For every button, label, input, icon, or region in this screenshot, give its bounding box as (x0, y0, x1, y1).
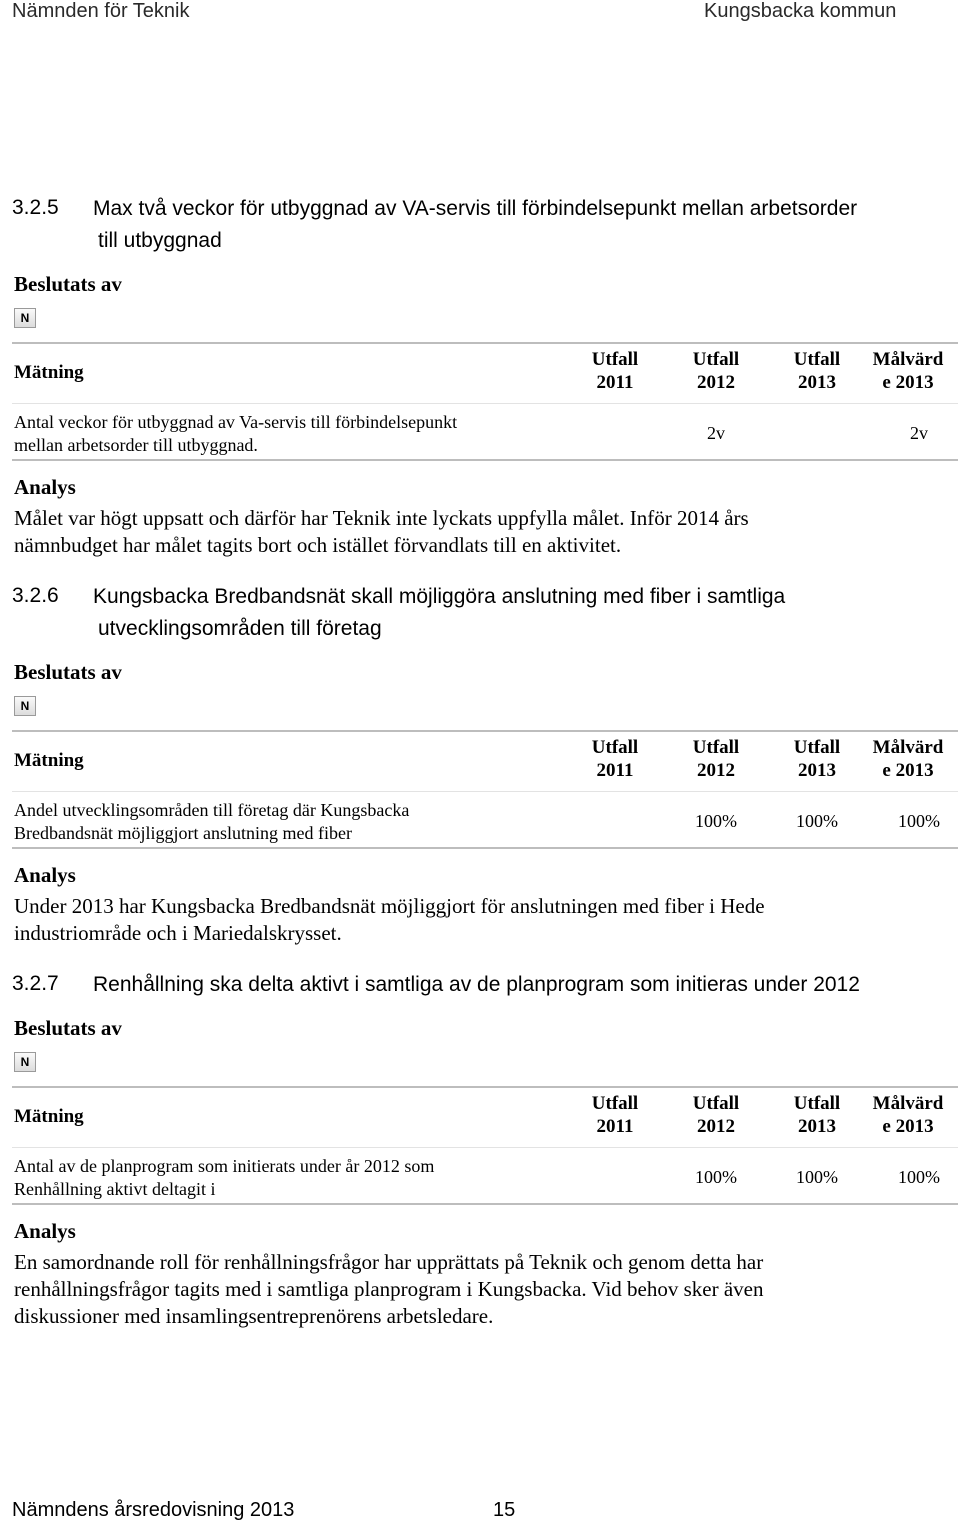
table-row (12, 405, 958, 461)
value-malvarde-2013: 100% (898, 1167, 940, 1187)
value-utfall-2013: 100% (796, 1167, 838, 1187)
measure-header: Mätning (14, 1106, 84, 1127)
col-header-utfall-2011: Utfall 2011 (591, 737, 639, 781)
col-header-utfall-2012: Utfall 2012 (692, 1093, 740, 1137)
col-header-utfall-2011: Utfall 2011 (591, 349, 639, 393)
measure-header: Mätning (14, 362, 84, 383)
col-header-malvarde-2013: Målvärd e 2013 (872, 349, 944, 393)
section-title-line1: Kungsbacka Bredbandsnät skall möjliggöra anslutning med fiber i samtliga (93, 585, 786, 608)
section-title-line2: till utbyggnad (98, 229, 222, 252)
row-label: Antal av de planprogram som initierats under år 2012 som Renhållning aktivt deltagit i (14, 1156, 435, 1199)
col-header-malvarde-2013: Målvärd e 2013 (872, 737, 944, 781)
beslutats-label: Beslutats av (14, 1016, 122, 1040)
value-utfall-2012: 100% (695, 1167, 737, 1187)
analys-heading: Analys (14, 1219, 76, 1243)
value-malvarde-2013: 2v (910, 423, 928, 443)
header-right: Kungsbacka kommun (704, 0, 897, 22)
col-header-utfall-2011: Utfall 2011 (591, 1093, 639, 1137)
section-title-line1: Max två veckor för utbyggnad av VA-servis till förbindelsepunkt mellan arbetsorder (93, 197, 858, 220)
n-icon: N (14, 308, 36, 328)
value-utfall-2013: 100% (796, 811, 838, 831)
analys-heading: Analys (14, 863, 76, 887)
value-utfall-2012: 100% (695, 811, 737, 831)
section-title-line2: utvecklingsområden till företag (98, 617, 382, 640)
analys-heading: Analys (14, 475, 76, 499)
section-title-line1: Renhållning ska delta aktivt i samtliga av de planprogram som initieras under 2012 (93, 973, 860, 996)
section-number: 3.2.5 (12, 196, 59, 219)
col-header-utfall-2013: Utfall 2013 (793, 349, 841, 393)
table-header (12, 344, 958, 403)
col-header-utfall-2013: Utfall 2013 (793, 1093, 841, 1137)
table-row (12, 1149, 958, 1205)
section-number: 3.2.7 (12, 972, 59, 995)
col-header-utfall-2013: Utfall 2013 (793, 737, 841, 781)
n-icon: N (14, 696, 36, 716)
measurement-table (12, 1086, 958, 1205)
header-left: Nämnden för Teknik (12, 0, 190, 22)
value-malvarde-2013: 100% (898, 811, 940, 831)
table-divider (12, 1147, 958, 1148)
beslutats-label: Beslutats av (14, 272, 122, 296)
page-number: 15 (493, 1499, 516, 1521)
analys-text: Under 2013 har Kungsbacka Bredbandsnät möjliggjort för anslutningen med fiber i Hede industriområde och i Mariedalskrysset. (14, 894, 765, 945)
row-label: Andel utvecklingsområden till företag där Kungsbacka Bredbandsnät möjliggjort anslutning med fiber (14, 800, 410, 843)
beslutats-label: Beslutats av (14, 660, 122, 684)
value-utfall-2012: 2v (707, 423, 725, 443)
table-divider (12, 791, 958, 792)
footer-title: Nämndens årsredovisning 2013 (12, 1499, 295, 1521)
section-number: 3.2.6 (12, 584, 59, 607)
table-divider (12, 403, 958, 404)
table-header (12, 1088, 958, 1147)
col-header-utfall-2012: Utfall 2012 (692, 737, 740, 781)
col-header-utfall-2012: Utfall 2012 (692, 349, 740, 393)
col-header-malvarde-2013: Målvärd e 2013 (872, 1093, 944, 1137)
measurement-table (12, 730, 958, 849)
measure-header: Mätning (14, 750, 84, 771)
analys-text: Målet var högt uppsatt och därför har Teknik inte lyckats uppfylla målet. Inför 2014 års nämnbudget har målet tagits bort och istället förvandlats till en aktivitet. (14, 506, 749, 557)
table-row (12, 793, 958, 849)
n-icon: N (14, 1052, 36, 1072)
analys-text: En samordnande roll för renhållningsfrågor har upprättats på Teknik och genom detta har renhållningsfrågor tagits med i samtliga planprogram i Kungsbacka. Vid behov sker även diskussioner med insamlingsentreprenörens arbetsledare. (14, 1250, 764, 1328)
measurement-table (12, 342, 958, 461)
row-label: Antal veckor för utbyggnad av Va-servis till förbindelsepunkt mellan arbetsorder till utbyggnad. (14, 412, 458, 455)
table-header (12, 732, 958, 791)
